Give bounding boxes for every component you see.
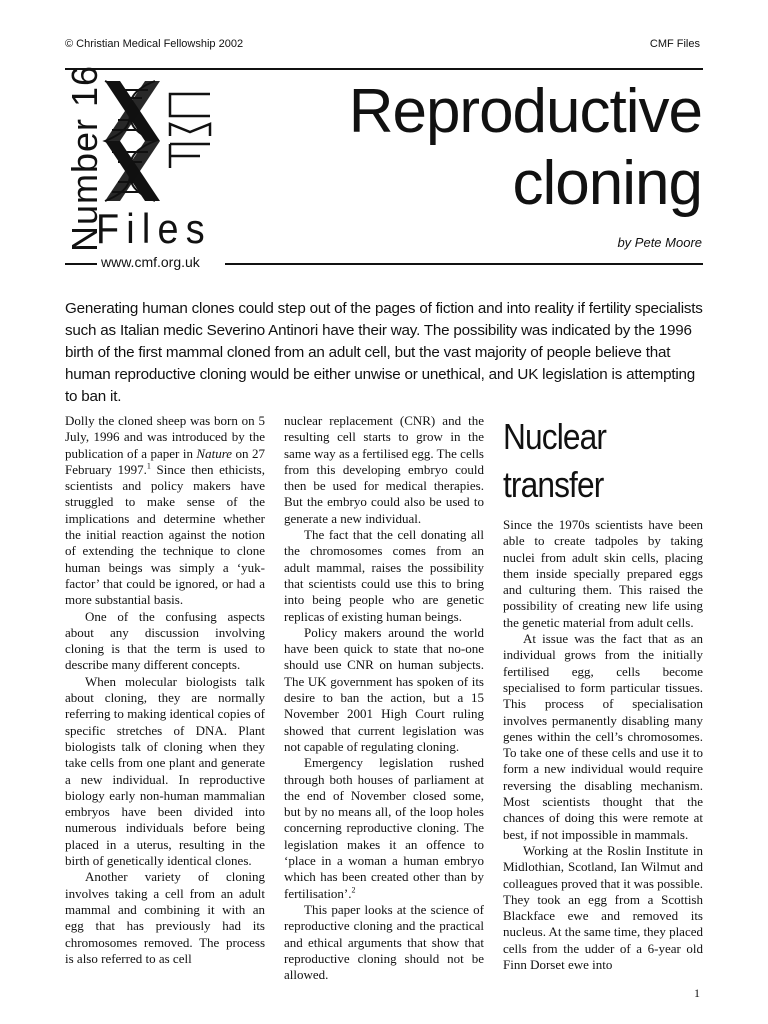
- paragraph: Dolly the cloned sheep was born on 5 July, 1996 and was introduced by the publication of a paper in Nature on 27 February 1997.$^1$ Since then ethicists, scientists and policy makers have struggled to make sense of the implications and determine whether the initial reaction against the notion of extending the technique to clone human beings was simply a ‘yuk-factor’ that could be ignored, or had a more substantial basis.: [65, 413, 265, 608]
- paragraph: Policy makers around the world have been quick to state that no-one should use CNR on human subjects. The UK government has spoken of its desire to ban the action, but a 15 November 2001 High Court ruling showed that current legislation was not capable of regulating cloning.: [284, 624, 484, 754]
- section-heading: Nuclear transfer: [503, 416, 607, 505]
- issue-number: Number 16: [64, 64, 105, 252]
- title-line-2: cloning: [512, 149, 702, 218]
- column-3: [503, 413, 703, 973]
- page-number: 1: [694, 986, 700, 1000]
- url-rule-right: [225, 263, 703, 265]
- paragraph: At issue was the fact that as an individual grows from the initially fertilised egg, cells become specialised to form particular tissues. This process of specialisation involves permanently disabling many genes within the cell’s chromosomes. To take one of these cells and use it to form a new individual would require reversing the disabling mechanism. Most scientists thought that the chances of doing this were remote at best, if not impossible in mammals.: [503, 631, 703, 842]
- url-rule-left: [65, 263, 97, 265]
- top-rule: [65, 68, 703, 70]
- title-line-1: Reproductive: [348, 77, 702, 146]
- byline: by Pete Moore: [617, 235, 702, 250]
- url-row: [65, 254, 703, 272]
- series-label: CMF Files: [649, 38, 700, 50]
- column-2: [284, 413, 484, 983]
- column-1: [65, 413, 265, 967]
- paragraph: The fact that the cell donating all the chromosomes comes from an adult mammal, raises the possibility that scientists could use this to bring into being people who are genetic replicas of existing human beings.: [284, 527, 484, 624]
- paragraph: Working at the Roslin Institute in Midlothian, Scotland, Ian Wilmut and colleagues proved that it was possible. They took an egg from a Scottish Blackface ewe and removed its nucleus. At the same time, they placed cells from the udder of a 6-year old Finn Dorset ewe into: [503, 842, 704, 973]
- files-wordmark: Files: [96, 205, 212, 252]
- paragraph: This paper looks at the science of reproductive cloning and the practical and ethical arguments that show that reproductive cloning should not be allowed.: [284, 901, 484, 983]
- paragraph: Another variety of cloning involves taking a cell from an adult mammal and combining it with an egg that has previously had its chromosomes removed. The process is also referred to as cell: [65, 869, 265, 966]
- paragraph: Since the 1970s scientists have been able to create tadpoles by taking nuclei from adult skin cells, placing them inside specially prepared eggs and culturing them. This raised the possibility of creating new life using the genetic material from adult cells.: [503, 517, 703, 630]
- copyright-notice: © Christian Medical Fellowship 2002: [65, 38, 244, 50]
- footnote-ref: 1: [146, 461, 151, 471]
- cmf-letters-icon: [170, 94, 210, 168]
- article-title: [349, 76, 702, 220]
- intro-paragraph: Generating human clones could step out of the pages of fiction and into reality if fertility specialists such as Italian medic Severino Antinori have their way. The possibility was indicated by the 1996 birth of the first mammal cloned from an adult cell, but the vast majority of people believe that human reproductive cloning would be either unwise or unethical, and UK legislation is attempting to ban it.: [65, 300, 703, 405]
- paragraph: Emergency legislation rushed through both houses of parliament at the end of November closed some, but by no means all, of the loop holes concerning reproductive cloning. The legislation makes it an offence to ‘place in a woman a human embryo which has been created other than by fertilisation’.$^2$: [284, 755, 484, 901]
- paragraph: nuclear replacement (CNR) and the resulting cell starts to grow in the same way as a fertilised egg. The cells from this developing embryo could then be used for medical therapies. But the embryo could also be used to generate a new individual.: [284, 413, 484, 526]
- paragraph: When molecular biologists talk about cloning, they are normally referring to making identical copies of specific stretches of DNA. Plant biologists talk of cloning when they take cells from one plant and generate a new individual. In reproductive biology early non-human mammalian embryos have been divided into numerous individuals before being placed in a uterus, resulting in the birth of genetically identical clones.: [65, 673, 265, 869]
- website-url: www.cmf.org.uk: [101, 254, 200, 270]
- footnote-ref: 2: [351, 885, 356, 895]
- journal-name: Nature: [196, 445, 233, 461]
- paragraph: One of the confusing aspects about any discussion involving cloning is that the term is used to describe many different concepts.: [65, 608, 265, 673]
